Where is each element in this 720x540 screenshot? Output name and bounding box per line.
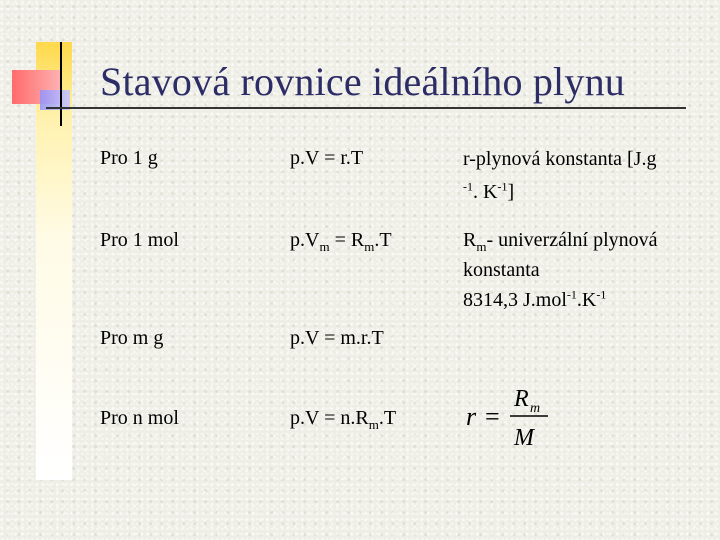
- gas-constant-formula: [464, 382, 554, 454]
- formula-lhs: r: [466, 402, 477, 431]
- row-3-equation: p.V = m.r.T: [290, 327, 384, 349]
- decor-vertical-line: [60, 42, 62, 126]
- row-1-label: Pro 1 g: [100, 147, 158, 169]
- row-4-label: Pro n mol: [100, 407, 179, 429]
- row-1-equation: p.V = r.T: [290, 147, 364, 169]
- row-1-description: r-plynová konstanta [J.g $^{-1}$. $K^{-1}$]: [463, 148, 657, 203]
- row-2-equation: $p.V_m = R_m.T$: [290, 229, 392, 254]
- slide-title: Stavová rovnice ideálního plynu: [100, 59, 625, 104]
- row-2-description: $R_m-$ univerzální plynová konstanta 8314,3 $J.mol^{-1}.K^{-1}$: [463, 229, 658, 311]
- formula-denominator: M: [514, 425, 534, 451]
- formula-numerator-sub: m: [530, 401, 541, 416]
- row-3-label: Pro m g: [100, 327, 164, 349]
- row-4-equation: $p.V = n.R_m.T$: [290, 407, 397, 432]
- formula-equals: =: [485, 402, 500, 431]
- formula-numerator: R: [514, 386, 529, 412]
- title-underline: [46, 107, 686, 109]
- row-2-label: Pro 1 mol: [100, 229, 179, 251]
